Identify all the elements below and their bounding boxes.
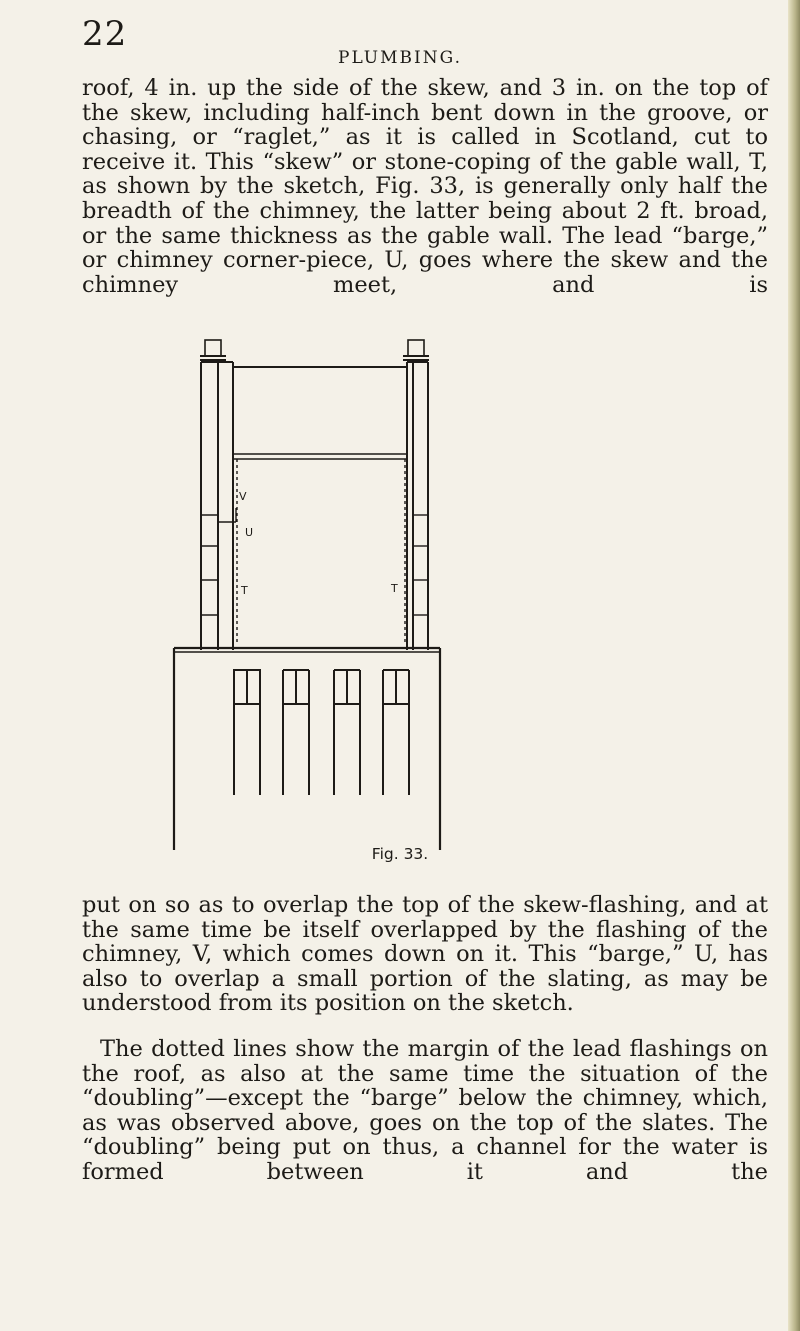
right-chimney-pot xyxy=(408,340,424,356)
figure-caption: Fig. 33. xyxy=(371,845,429,863)
left-chimney-stack xyxy=(201,362,233,650)
eaves-band xyxy=(174,648,440,850)
left-chimney-pot xyxy=(205,340,221,356)
page-edge xyxy=(788,0,800,1331)
page-number: 22 xyxy=(82,14,128,54)
running-head: PLUMBING. xyxy=(338,48,462,68)
window-1 xyxy=(234,670,260,790)
right-chimney-stack xyxy=(407,362,428,650)
window-3 xyxy=(334,670,360,795)
window-1-frame xyxy=(234,670,260,795)
label-v: V xyxy=(239,490,247,503)
label-t-right: T xyxy=(391,582,398,595)
paragraph-3: The dotted lines show the margin of the lead flashings on the roof, as also at the same time the situation of the “doubling”—except the “barge” below the chimney, which, as was observed above, goes on the top of the slates. The “doubling” being put on thus, a channel for the water is formed between it and the xyxy=(82,1036,768,1185)
window-4 xyxy=(383,670,409,795)
paragraph-2: put on so as to overlap the top of the skew-flashing, and at the same time be itself overlapped by the flashing of the chimney, V, which comes down on it. This “barge,” U, has also to overlap a small portion of the slating, as may be understood from its position on the sketch. xyxy=(82,892,768,1017)
window-2 xyxy=(283,670,309,795)
flashing-dotted-lines xyxy=(237,459,405,645)
label-u: U xyxy=(245,526,254,539)
label-t-left: T xyxy=(241,584,248,597)
paragraph-1: roof, 4 in. up the side of the skew, and 3 in. on the top of the skew, including half-inch bent down in the groove, or chasing, or “raglet,” as it is called in Scotland, cut to receive it. This “skew” or stone-coping of the gable wall, T, as shown by the sketch, Fig. 33, is generally only half the breadth of the chimney, the latter being about 2 ft. broad, or the same thickness as the gable wall. The lead “barge,” or chimney corner-piece, U, goes where the skew and the chimney meet, and is xyxy=(82,75,768,298)
